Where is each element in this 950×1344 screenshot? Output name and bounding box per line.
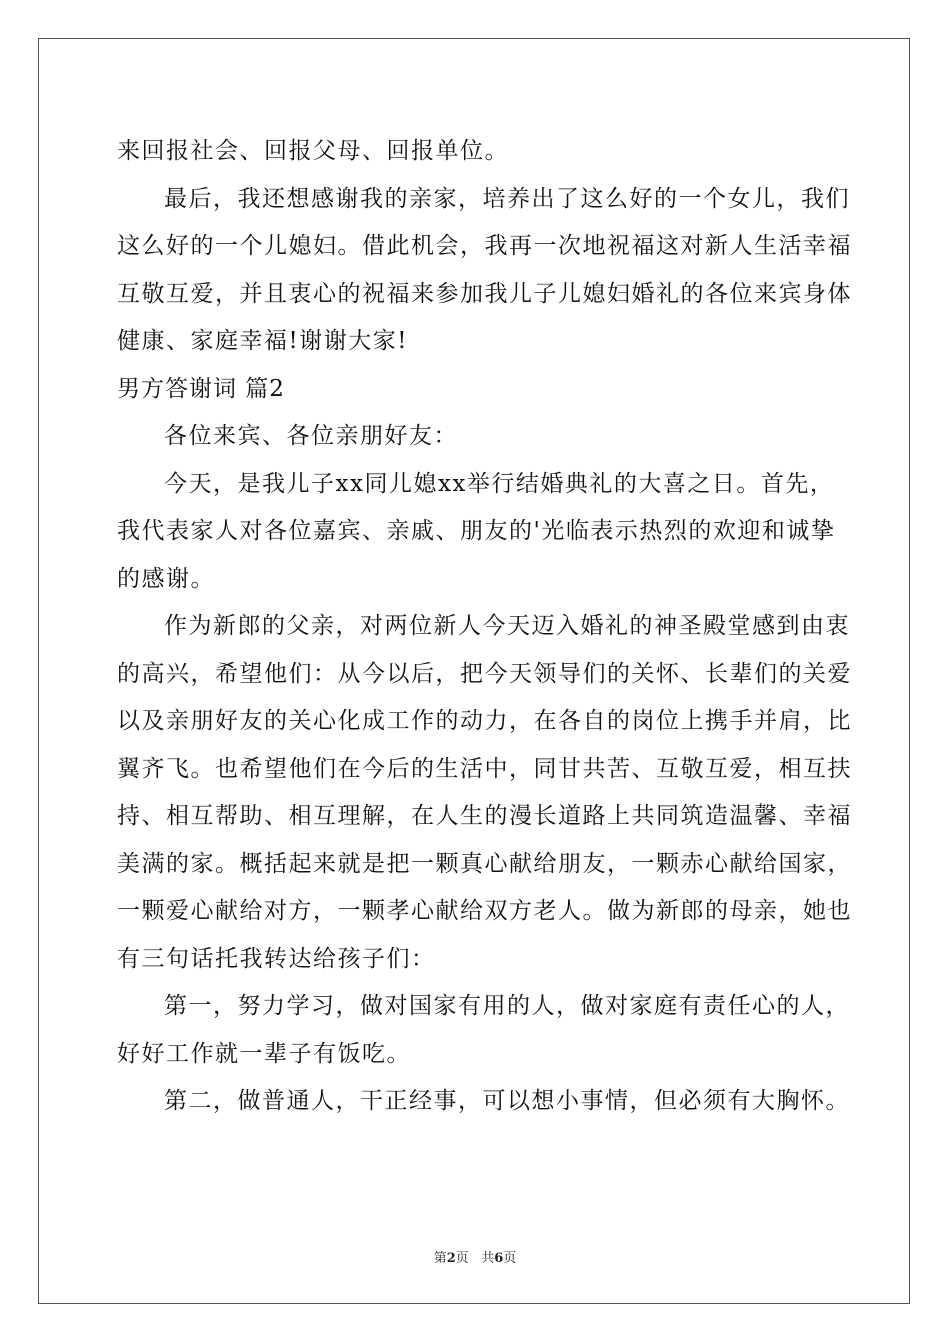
footer-total-prefix: 共 bbox=[481, 1251, 495, 1266]
footer-prefix: 第 bbox=[433, 1251, 447, 1266]
text-line: 有三句话托我转达给孩子们： bbox=[117, 945, 436, 972]
text-line: 的感谢。 bbox=[117, 565, 215, 592]
footer-total-pages: 6 bbox=[494, 1251, 504, 1266]
text-line: 健康、家庭幸福!谢谢大家! bbox=[117, 328, 408, 354]
text-line: 翼齐飞。也希望他们在今后的生活中，同甘共苦、互敬互爱，相互扶 bbox=[117, 755, 852, 782]
text-line: 一颗爱心献给对方，一颗孝心献给双方老人。做为新郎的母亲，她也 bbox=[117, 898, 852, 924]
page-footer bbox=[0, 1247, 950, 1266]
text-line: 作为新郎的父亲，对两位新人今天迈入婚礼的神圣殿堂感到由衷 bbox=[164, 613, 850, 639]
text-line: 这么好的一个儿媳妇。借此机会，我再一次地祝福这对新人生活幸福 bbox=[117, 233, 852, 259]
text-line: 持、相互帮助、相互理解，在人生的漫长道路上共同筑造温馨、幸福 bbox=[117, 803, 852, 829]
text-line: 美满的家。概括起来就是把一颗真心献给朋友，一颗赤心献给国家， bbox=[117, 850, 852, 877]
text-line: 以及亲朋好友的关心化成工作的动力，在各自的岗位上携手并肩，比 bbox=[117, 708, 852, 734]
text-line: 第二，做普通人，干正经事，可以想小事情，但必须有大胸怀。 bbox=[164, 1088, 850, 1114]
text-line: 互敬互爱，并且衷心的祝福来参加我儿子儿媳妇婚礼的各位来宾身体 bbox=[117, 280, 852, 307]
footer-page-suffix: 页 bbox=[455, 1251, 469, 1266]
text-line: 的高兴，希望他们：从今以后，把今天领导们的关怀、长辈们的关爱 bbox=[117, 660, 852, 687]
text-line: 第一，努力学习，做对国家有用的人，做对家庭有责任心的人， bbox=[164, 993, 850, 1019]
text-line: 今天，是我儿子xx同儿媳xx举行结婚典礼的大喜之日。首先， bbox=[164, 470, 835, 497]
section-heading: 男方答谢词 篇2 bbox=[117, 375, 285, 402]
text-line: 各位来宾、各位亲朋好友： bbox=[164, 423, 458, 449]
document-body bbox=[117, 128, 852, 1126]
footer-total-suffix: 页 bbox=[503, 1251, 517, 1266]
text-line: 好好工作就一辈子有饭吃。 bbox=[117, 1040, 411, 1067]
text-line: 我代表家人对各位嘉宾、亲戚、朋友的'光临表示热烈的欢迎和诚挚 bbox=[117, 518, 836, 544]
text-line: 来回报社会、回报父母、回报单位。 bbox=[117, 138, 509, 164]
text-line: 最后，我还想感谢我的亲家，培养出了这么好的一个女儿，我们 bbox=[164, 185, 850, 212]
footer-page-number: 2 bbox=[446, 1251, 456, 1266]
